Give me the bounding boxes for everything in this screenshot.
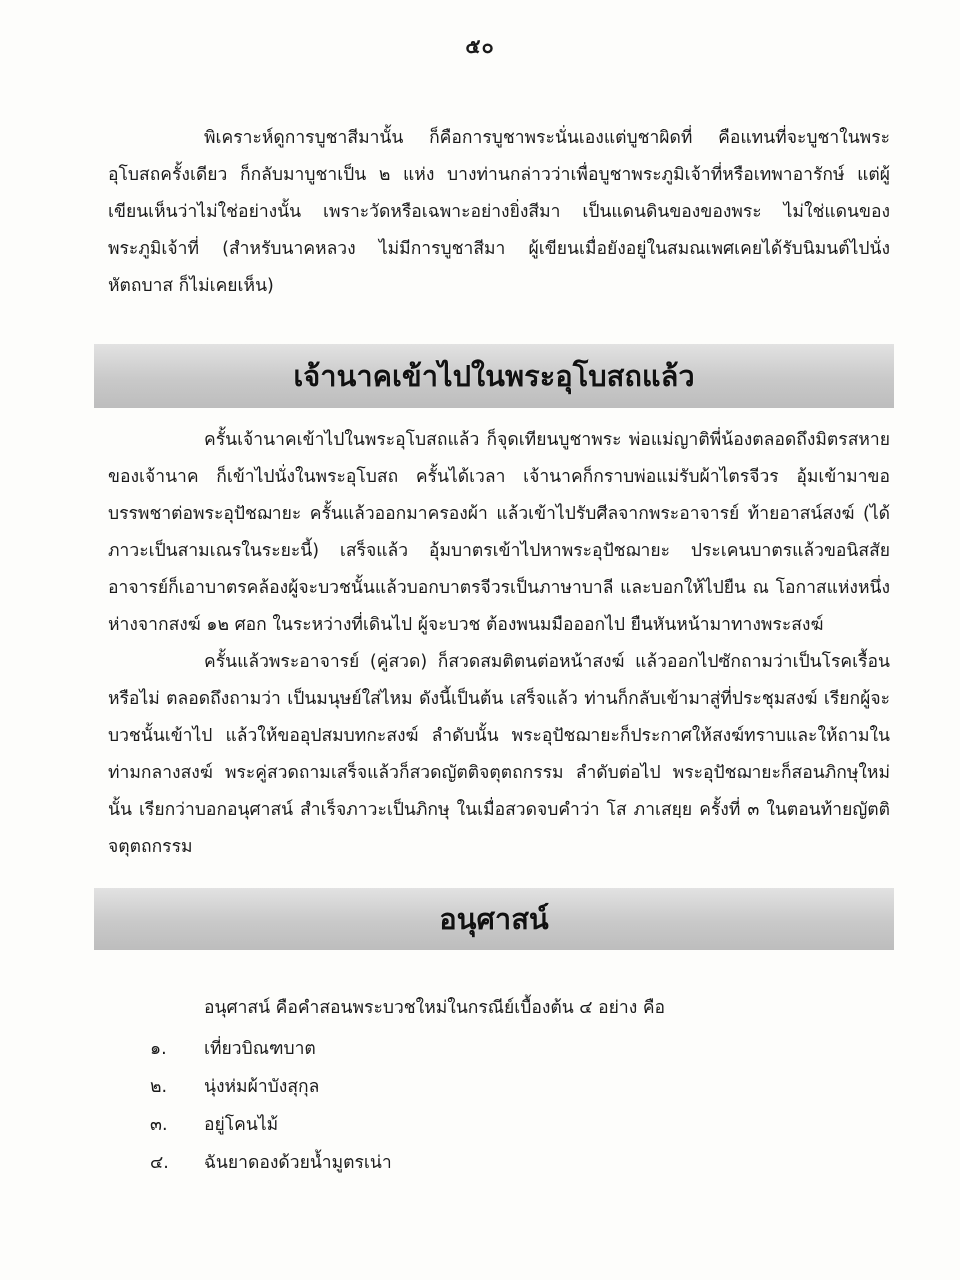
list-item-number: ๑. [150, 1039, 167, 1059]
list-item [150, 1106, 392, 1144]
list-item [150, 1068, 392, 1106]
anusasana-intro: อนุศาสน์ คือคำสอนพระบวชใหม่ในกรณีย์เบื้องต้น ๔ อย่าง คือ [204, 998, 666, 1018]
list-item-text: นุ่งห่มผ้าบังสุกุล [204, 1077, 320, 1097]
list-item-number: ๒. [150, 1077, 168, 1097]
list-item-text: ฉันยาดองด้วยน้ำมูตรเน่า [204, 1153, 392, 1173]
list-item [150, 1144, 392, 1182]
section-heading-ordination: เจ้านาคเข้าไปในพระอุโบสถแล้ว [293, 359, 695, 393]
page-number: ๕๐ [465, 34, 495, 58]
list-item-text: เที่ยวบิณฑบาต [204, 1039, 316, 1059]
list-item-number: ๓. [150, 1115, 168, 1135]
paragraph-simma-worship: พิเคราะห์ดูการบูชาสีมานั้น ก็คือการบูชาพระนั่นเองแต่บูชาผิดที่ คือแทนที่จะบูชาในพระอุโบสถครั้งเดียว ก็กลับมาบูชาเป็น ๒ แห่ง บางท่านกล่าวว่าเพื่อบูชาพระภูมิเจ้าที่หรือเทพาอารักษ์ แต่ผู้เขียนเห็นว่าไม่ใช่อย่างนั้น เพราะวัดหรือเฉพาะอย่างยิ่งสีมา เป็นแดนดินของของพระ ไม่ใช่แดนของพระภูมิเจ้าที่ (สำหรับนาคหลวง ไม่มีการบูชาสีมา ผู้เขียนเมื่อยังอยู่ในสมณเพศเคยได้รับนิมนต์ไปนั่งหัตถบาส ก็ไม่เคยเห็น) [108, 128, 890, 296]
paragraph-ordination-2: ครั้นแล้วพระอาจารย์ (คู่สวด) ก็สวดสมติตนต่อหน้าสงฆ์ แล้วออกไปซักถามว่าเป็นโรคเรื้อนหรือไม่ ตลอดถึงถามว่า เป็นมนุษย์ใส่ไหม ดังนี้เป็นต้น เสร็จแล้ว ท่านก็กลับเข้ามาสู่ที่ประชุมสงฆ์ เรียกผู้จะบวชนั้นเข้าไป แล้วให้ขออุปสมบทกะสงฆ์ ลำดับนั้น พระอุปัชฌายะก็ประกาศให้สงฆ์ทราบและให้ถามในท่ามกลางสงฆ์ พระคู่สวดถามเสร็จแล้วก็สวดญัตติจตุตถกรรม ลำดับต่อไป พระอุปัชฌายะก็สอนภิกษุใหม่นั้น เรียกว่าบอกอนุศาสน์ สำเร็จภาวะเป็นภิกษุ ในเมื่อสวดจบคำว่า โส ภาเสยฺย ครั้งที่ ๓ ในตอนท้ายญัตติจตุตถกรรม [108, 652, 890, 857]
list-item-text: อยู่โคนไม้ [204, 1115, 279, 1135]
anusasana-list [150, 1030, 392, 1182]
section-banner-ordination [94, 344, 894, 408]
list-item [150, 1030, 392, 1068]
paragraph-ordination-1: ครั้นเจ้านาคเข้าไปในพระอุโบสถแล้ว ก็จุดเทียนบูชาพระ พ่อแม่ญาติพี่น้องตลอดถึงมิตรสหายของเจ้านาค ก็เข้าไปนั่งในพระอุโบสถ ครั้นได้เวลา เจ้านาคก็กราบพ่อแม่รับผ้าไตรจีวร อุ้มเข้ามาขอบรรพชาต่อพระอุปัชฌายะ ครั้นแล้วออกมาครองผ้า แล้วเข้าไปรับศีลจากพระอาจารย์ ท้ายอาสน์สงฆ์ (ได้ภาวะเป็นสามเณรในระยะนี้) เสร็จแล้ว อุ้มบาตรเข้าไปหาพระอุปัชฌายะ ประเคนบาตรแล้วขอนิสสัย อาจารย์ก็เอาบาตรคล้องผู้จะบวชนั้นแล้วบอกบาตรจีวรเป็นภาษาบาลี และบอกให้ไปยืน ณ โอกาสแห่งหนึ่ง ห่างจากสงฆ์ ๑๒ ศอก ในระหว่างที่เดินไป ผู้จะบวช ต้องพนมมือออกไป ยืนหันหน้ามาทางพระสงฆ์ [108, 430, 890, 635]
section-heading-anusasana: อนุศาสน์ [439, 902, 549, 936]
list-item-number: ๔. [150, 1153, 169, 1173]
section-banner-anusasana [94, 888, 894, 950]
